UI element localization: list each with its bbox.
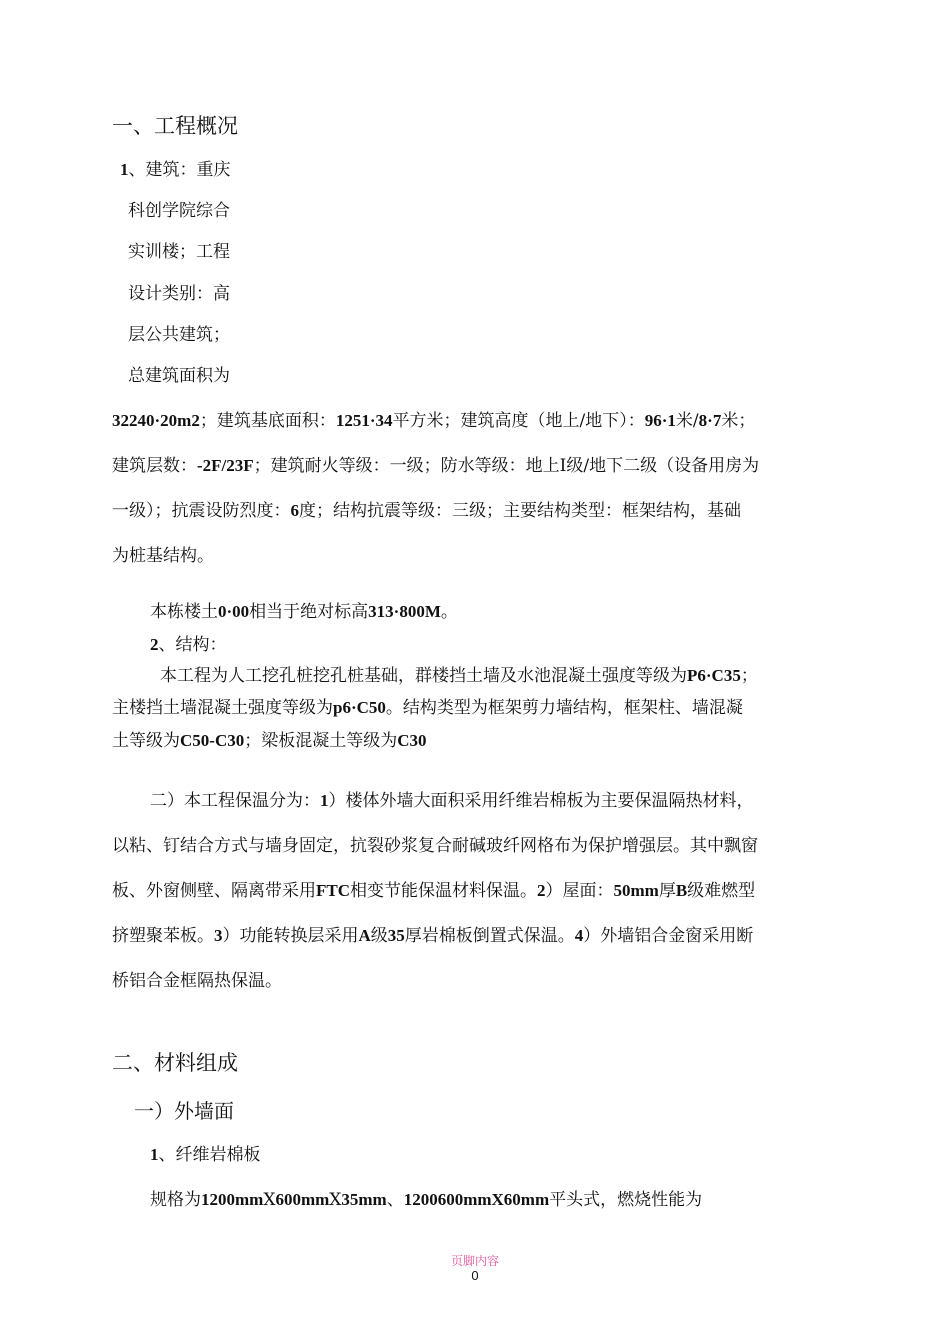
item-1-line: 设计类别：高 (128, 284, 230, 304)
item-1-line: 科创学院综合 (128, 201, 230, 221)
insulation-line: 板、外窗侧壁、隔离带采用FTC相变节能保温材料保温。2）屋面：50mm厚B级难燃型 (112, 881, 756, 901)
insulation-line: 挤塑聚苯板。3）功能转换层采用A级35厚岩棉板倒置式保温。4）外墙铝合金窗采用断 (112, 926, 754, 946)
insulation-line: 桥铝合金框隔热保温。 (112, 971, 282, 991)
footer-label: 页脚内容 (450, 1254, 499, 1268)
item-1-line: 总建筑面积为 (128, 366, 230, 386)
item-1-building: 1、建筑：重庆 (120, 160, 231, 180)
section-1-title: 一、工程概况 (112, 114, 238, 138)
spec-line: 规格为1200mmⅩ600mmⅩ35mm、1200600mmX60mm平头式，燃烧性能为 (150, 1190, 703, 1210)
overview-line: 建筑层数：-2F/23F；建筑耐火等级：一级；防水等级：地上Ⅰ级/地下二级（设备用房为 (112, 456, 760, 476)
item-rock-wool-board: 1、纤维岩棉板 (150, 1145, 261, 1165)
structure-line: 主楼挡土墙混凝土强度等级为p6·C50。结构类型为框架剪力墙结构，框架柱、墙混凝 (112, 698, 743, 718)
structure-line: 本工程为人工挖孔桩挖孔桩基础，群楼挡土墙及水池混凝土强度等级为P6·C35； (160, 666, 758, 686)
section-2-title: 二、材料组成 (112, 1051, 238, 1075)
overview-line: 为桩基结构。 (112, 546, 214, 566)
insulation-line: 以粘、钉结合方式与墙身固定，抗裂砂浆复合耐碱玻纤网格布为保护增强层。其中飘窗 (112, 836, 758, 856)
item-2-structure: 2、结构： (150, 635, 227, 655)
item-1-line: 层公共建筑； (128, 325, 230, 345)
insulation-line: 二）本工程保温分为：1）楼体外墙大面积采用纤维岩棉板为主要保温隔热材料， (150, 791, 754, 811)
item-1-line: 实训楼；工程 (128, 242, 230, 262)
overview-line: 32240·20m2；建筑基底面积：1251·34平方米；建筑高度（地上/地下）：96·1米/8·7米； (112, 411, 756, 431)
overview-line: 一级）；抗震设防烈度：6度；结构抗震等级：三级；主要结构类型：框架结构，基础 (112, 501, 741, 521)
subsection-exterior-wall: 一）外墙面 (134, 1099, 234, 1123)
structure-line: 土等级为C50-C30；梁板混凝土等级为C30 (112, 731, 427, 751)
elevation-line: 本栋楼土0·00相当于绝对标高313·800M。 (150, 602, 458, 622)
page-number: 0 (471, 1268, 479, 1283)
